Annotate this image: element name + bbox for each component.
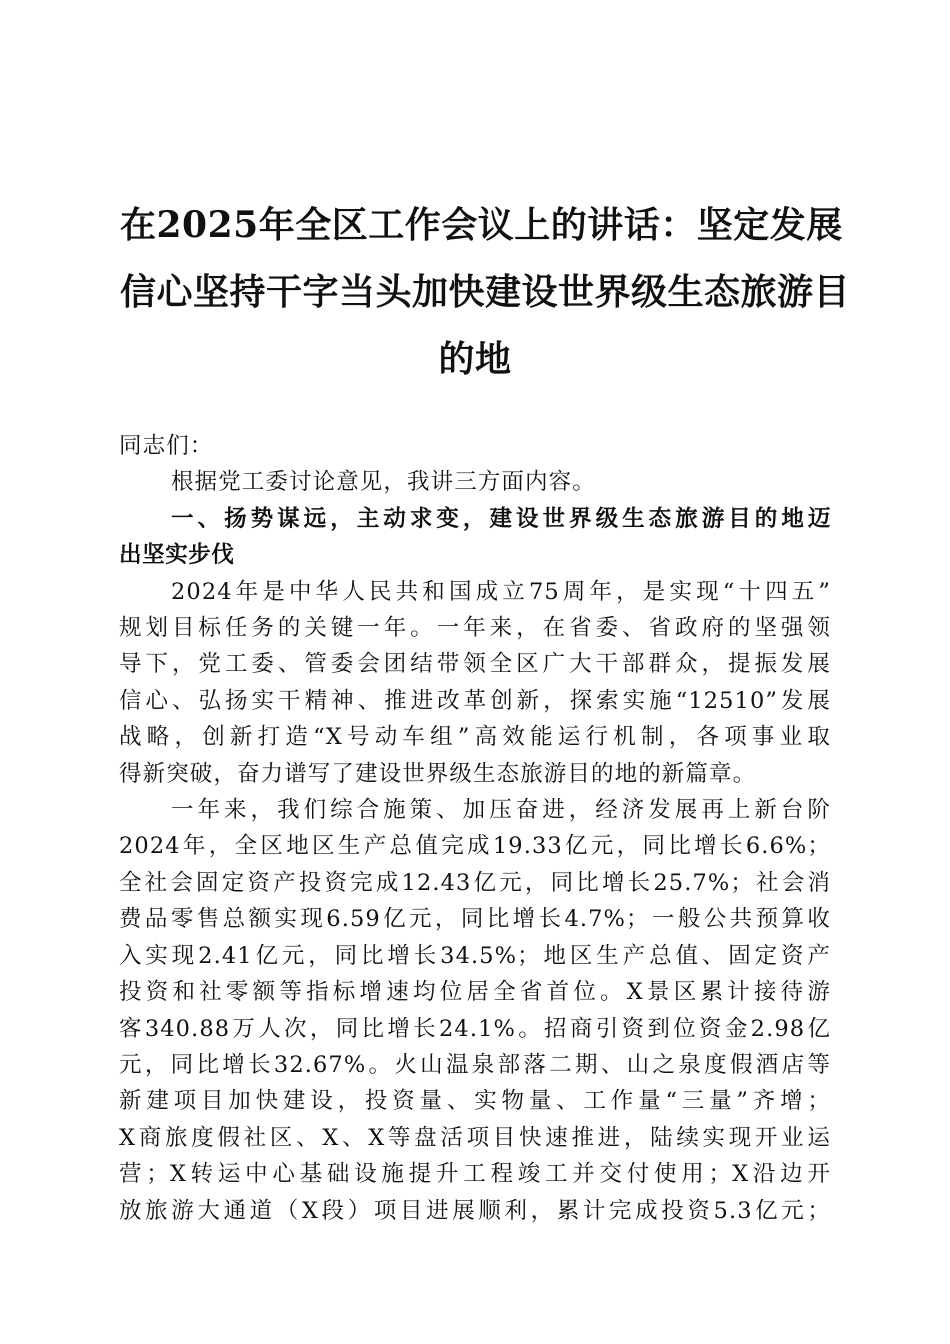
- paragraph-line: 营；X转运中心基础设施提升工程竣工并交付使用；X沿边开: [119, 1161, 831, 1188]
- paragraph-line: 全社会固定资产投资完成12.43亿元，同比增长25.7%；社会消: [119, 869, 831, 896]
- paragraph-line: 入实现2.41亿元，同比增长34.5%；地区生产总值、固定资产: [119, 942, 831, 969]
- paragraph-2: [119, 792, 831, 1229]
- document-title: [120, 192, 851, 393]
- heading-line: 出坚实步伐: [119, 542, 235, 569]
- paragraph-1: [119, 574, 831, 792]
- paragraph-line: 2024年，全区地区生产总值完成19.33亿元，同比增长6.6%；: [119, 833, 831, 860]
- paragraph-line: 一年来，我们综合施策、加压奋进，经济发展再上新台阶: [171, 797, 831, 824]
- paragraph-line: 2024年是中华人民共和国成立75周年，是实现“十四五”: [171, 578, 831, 605]
- section-heading-1: [119, 501, 831, 574]
- heading-line: 一、扬势谋远，主动求变，建设世界级生态旅游目的地迈: [171, 505, 831, 532]
- salutation-text: 同志们：: [119, 433, 214, 459]
- paragraph-line: 新建项目加快建设，投资量、实物量、工作量“三量”齐增；: [119, 1088, 831, 1115]
- document-body: [119, 428, 831, 1229]
- paragraph-line: 战略，创新打造“X号动车组”高效能运行机制，各项事业取: [119, 724, 831, 751]
- paragraph-line: 得新突破，奋力谱写了建设世界级生态旅游目的地的新篇章。: [119, 760, 757, 787]
- paragraph-line: 费品零售总额实现6.59亿元，同比增长4.7%；一般公共预算收: [119, 906, 831, 933]
- paragraph-line: 规划目标任务的关键一年。一年来，在省委、省政府的坚强领: [119, 615, 831, 642]
- paragraph-line: 放旅游大通道（X段）项目进展顺利，累计完成投资5.3亿元；: [119, 1197, 831, 1224]
- title-line: 的地: [438, 338, 512, 380]
- paragraph-line: 信心、弘扬实干精神、推进改革创新，探索实施“12510”发展: [119, 687, 831, 714]
- paragraph-line: 导下，党工委、管委会团结带领全区广大干部群众，提振发展: [119, 651, 831, 678]
- paragraph-line: X商旅度假社区、X、X等盘活项目快速推进，陆续实现开业运: [119, 1124, 831, 1151]
- intro-text: 根据党工委讨论意见，我讲三方面内容。: [171, 469, 596, 496]
- title-line: 信心坚持干字当头加快建设世界级生态旅游目: [120, 271, 851, 313]
- intro-paragraph: [119, 464, 831, 500]
- title-line: 在2025年全区工作会议上的讲话：坚定发展: [120, 204, 843, 246]
- paragraph-line: 元，同比增长32.67%。火山温泉部落二期、山之泉度假酒店等: [119, 1051, 831, 1078]
- paragraph-line: 投资和社零额等指标增速均位居全省首位。X景区累计接待游: [119, 979, 831, 1006]
- salutation: [119, 428, 831, 464]
- paragraph-line: 客340.88万人次，同比增长24.1%。招商引资到位资金2.98亿: [119, 1015, 831, 1042]
